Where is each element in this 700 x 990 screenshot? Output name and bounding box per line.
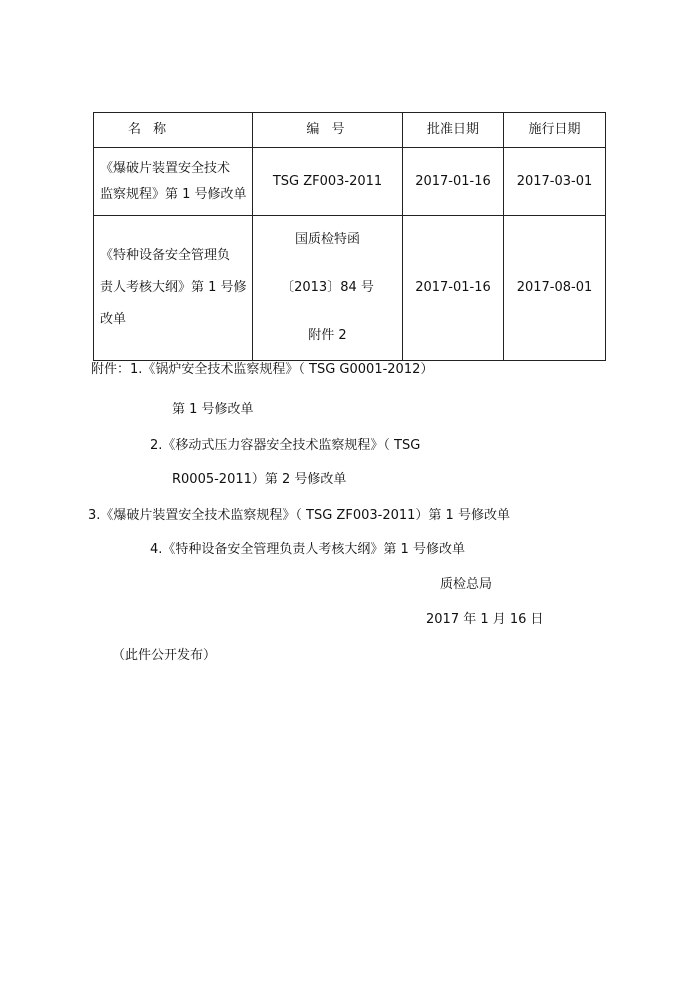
row-code-cell xyxy=(253,216,403,361)
row-approve-date: 2017-01-16 xyxy=(403,216,504,361)
table-row xyxy=(94,216,606,361)
row-code-line: 〔2013〕84 号 xyxy=(281,280,374,295)
row-code-line: 附件 2 xyxy=(308,328,347,343)
row-code-cell: TSG ZF003-2011 xyxy=(253,148,403,216)
row-name-line: 《特种设备安全管理负 xyxy=(100,248,231,263)
row-effective-date: 2017-03-01 xyxy=(504,148,606,216)
table-header-row xyxy=(94,113,606,148)
attachment-line-2: 2.《移动式压力容器安全技术监察规程》（ TSG xyxy=(150,438,421,453)
attachment-line-3: 3.《爆破片装置安全技术监察规程》（ TSG ZF003-2011）第 1 号修改单 xyxy=(88,508,510,523)
row-name-cell xyxy=(94,148,253,216)
row-name-line: 《爆破片装置安全技术 xyxy=(100,160,231,176)
attachment-line-4: 4.《特种设备安全管理负责人考核大纲》第 1 号修改单 xyxy=(150,542,465,557)
row-approve-date: 2017-01-16 xyxy=(403,148,504,216)
publish-note: （此件公开发布） xyxy=(112,648,217,663)
signature-org: 质检总局 xyxy=(440,577,493,592)
regulation-table xyxy=(93,112,606,361)
header-approve-date: 批准日期 xyxy=(403,113,504,148)
signature-date: 2017 年 1 月 16 日 xyxy=(426,612,544,627)
row-name-line: 责人考核大纲》第 1 号修 xyxy=(100,280,247,295)
row-name-line: 改单 xyxy=(100,312,127,327)
row-code-line: 国质检特函 xyxy=(294,232,360,247)
attachment-line-1-cont: 第 1 号修改单 xyxy=(172,402,254,417)
header-effective-date: 施行日期 xyxy=(504,113,606,148)
header-name: 名 称 xyxy=(94,113,253,148)
attachment-line-1: 附件：1.《锅炉安全技术监察规程》（ TSG G0001-2012） xyxy=(91,362,434,377)
row-name-line: 监察规程》第 1 号修改单 xyxy=(100,186,247,202)
row-name-cell xyxy=(94,216,253,361)
header-code: 编 号 xyxy=(253,113,403,148)
attachment-line-2-cont: R0005-2011）第 2 号修改单 xyxy=(172,472,347,487)
row-effective-date: 2017-08-01 xyxy=(504,216,606,361)
table-row xyxy=(94,148,606,216)
